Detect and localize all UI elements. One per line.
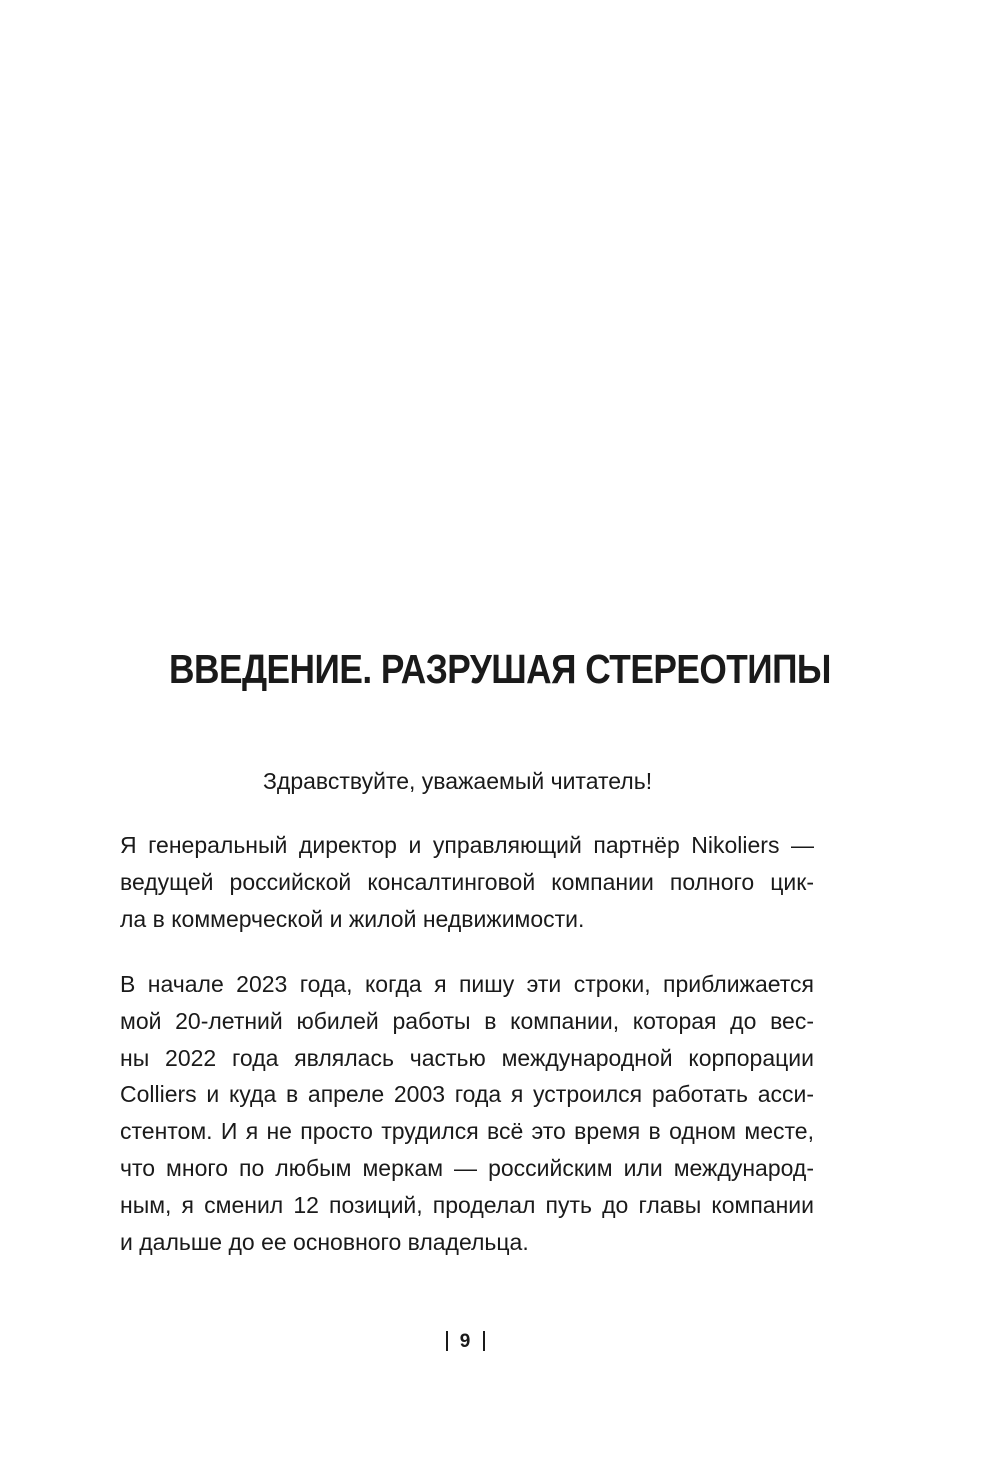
folio-bar-right [483,1331,485,1351]
paragraph-2-line-3: ны 2022 года являлась частью международной корпорации [120,1044,814,1071]
paragraph-1-line-2: ведущей российской консалтинговой компании полного цик- [120,868,814,895]
page-number: 9 [459,1331,471,1352]
greeting-line: Здравствуйте, уважаемый читатель! [263,768,653,794]
paragraph-2-line-2: мой 20-летний юбилей работы в компании, которая до вес- [120,1007,814,1034]
page-number-footer [440,1328,490,1356]
chapter-title: ВВЕДЕНИЕ. РАЗРУШАЯ СТЕРЕОТИПЫ [169,646,831,692]
paragraph-1 [120,827,814,937]
paragraph-1-line-1: Я генеральный директор и управляющий партнёр Nikoliers — [120,832,814,858]
paragraph-2-line-6: что много по любым меркам — российским или международ- [120,1154,814,1181]
paragraph-2 [120,966,814,1260]
paragraph-2-line-4: Colliers и куда в апреле 2003 года я устроился работать асси- [120,1081,814,1108]
paragraph-2-line-7: ным, я сменил 12 позиций, проделал путь до главы компании [120,1191,814,1218]
paragraph-2-line-8: и дальше до ее основного владельца. [120,1228,529,1255]
paragraph-1-line-3: ла в коммерческой и жилой недвижимости. [120,905,585,932]
paragraph-2-line-1: В начале 2023 года, когда я пишу эти строки, приближается [120,971,814,997]
paragraph-2-line-5: стентом. И я не просто трудился всё это время в одном месте, [120,1118,814,1145]
